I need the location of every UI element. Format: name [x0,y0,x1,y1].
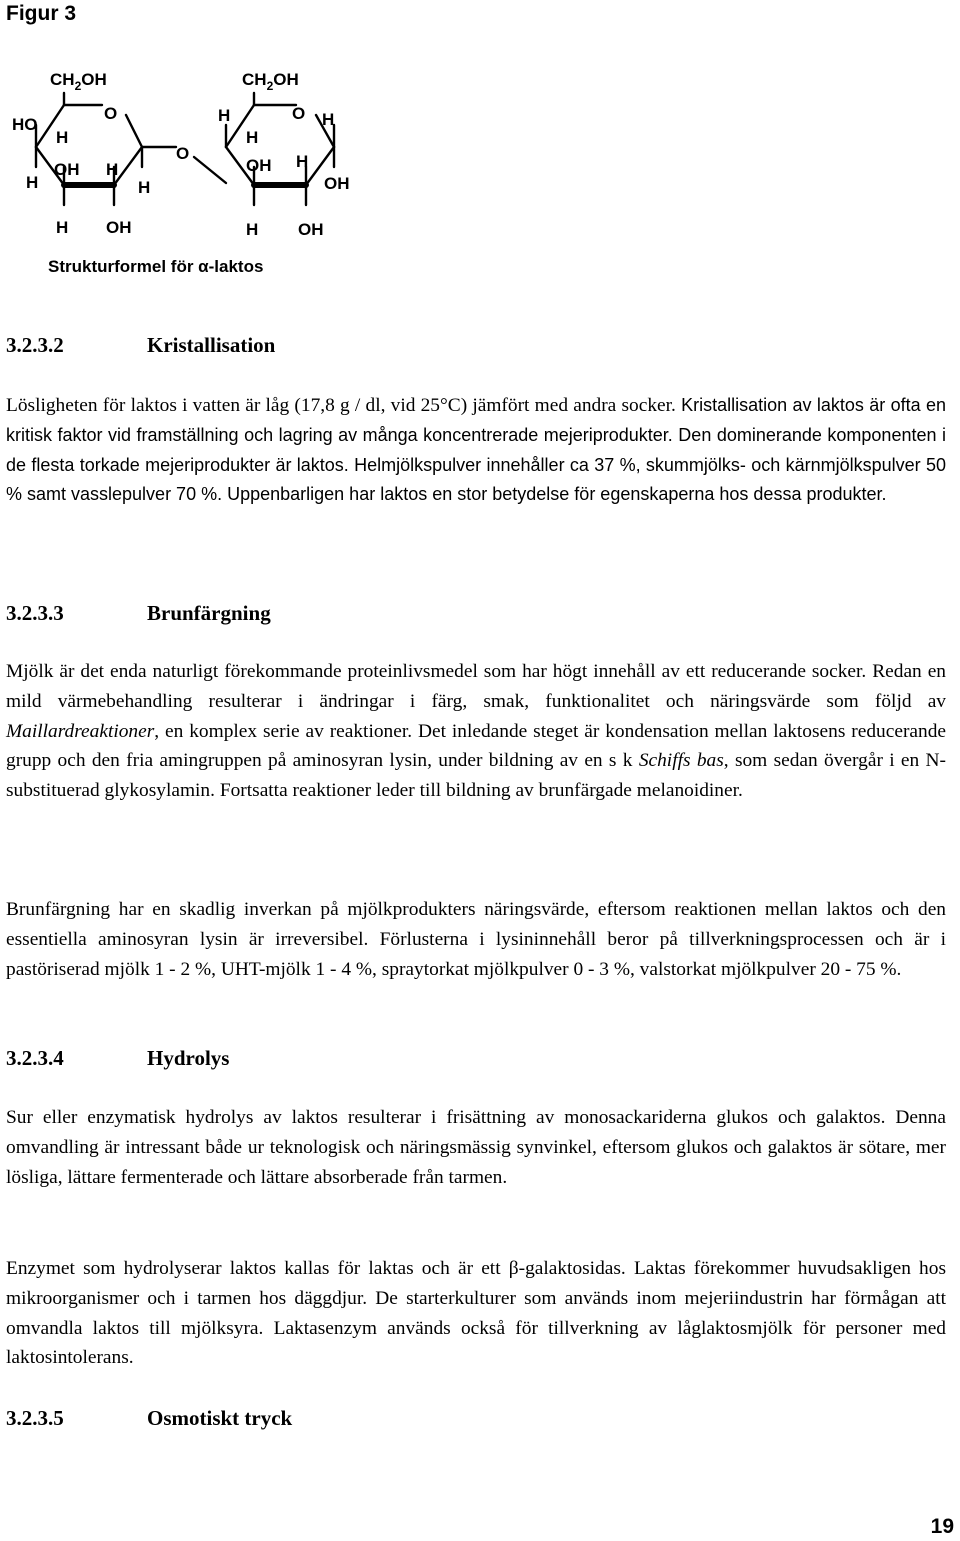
atom-label: OH [324,174,350,193]
lactose-structure-diagram [0,55,380,285]
section-title: Brunfärgning [147,601,271,625]
atom-label: H [106,160,119,179]
paragraph [6,895,946,984]
text-run: , som sedan övergår i en N-substituerad glykosylamin. Fortsatta reaktioner leder till bildning av brunfärgade melanoidiner. [6,750,946,802]
paragraph [6,391,946,510]
section-number: 3.2.3.2 [6,333,64,357]
paragraph [6,1103,946,1192]
text-run: Lösligheten för laktos i vatten är låg (17,8 g / dl, vid 25°C) jämfört med andra socker. [6,395,682,416]
text-run: Sur eller enzymatisk hydrolys av laktos resulterar i frisättning av monosackariderna glukos och galaktos. Denna omvandling är intressant både ur teknologisk och näringsmässig synvinkel, eftersom glukos och galaktos är sötare, mer lösliga, lättare fermenterade och lättare absorberade från tarmen. [6,1107,946,1188]
page-number: 19 [930,1515,954,1538]
section-heading-kristallisation [6,330,275,360]
atom-label: O [176,144,190,163]
section-number: 3.2.3.3 [6,601,64,625]
atom-label: H [246,128,259,147]
atom-label: OH [54,160,80,179]
atom-label: H [246,220,259,239]
section-heading-brunfargning [6,598,271,628]
atom-label: H [26,173,39,192]
paragraph [6,1254,946,1373]
section-heading-osmotiskt-tryck [6,1403,292,1433]
atom-label: H [296,152,309,171]
text-run: Kristallisation av laktos är ofta en kritisk faktor vid framställning och lagring av många koncentrerade mejeriprodukter. Den dominerande komponenten i de flesta torkade mejeriprodukter är laktos. Helmjölkspulver innehåller ca 37 %, skummjölks- och kärnmjölkspulver 50 % samt vasslepulver 70 %. Uppenbarligen har laktos en stor betydelse för egenskaperna hos dessa produkter. [6,395,946,505]
atom-label: O [104,104,118,123]
section-title: Hydrolys [147,1046,230,1070]
atom-label: $CH_2OH$ [50,70,107,93]
atom-label: H [218,106,231,125]
emphasized-term: Schiffs bas [638,750,724,772]
paragraph [6,657,946,806]
section-title: Osmotiskt tryck [147,1406,293,1430]
text-run: Brunfärgning har en skadlig inverkan på mjölkprodukters näringsvärde, eftersom reaktionen mellan laktos och den essentiella aminosyran lysin är irreversibel. Förlusterna i lysininnehåll beror på tillverkningsprocessen och är i pastöriserad mjölk 1 - 2 %, UHT-mjölk 1 - 4 %, spraytorkat mjölkpulver 0 - 3 %, valstorkat mjölkpulver 20 - 75 %. [6,899,946,980]
text-run: , en komplex serie av reaktioner. Det inledande steget är kondensation mellan laktosens reducerande grupp och den fria amingruppen på aminosyran lysin, under bildning av en s k [6,720,946,772]
atom-label: OH [106,218,132,237]
atom-label: OH [298,220,324,239]
section-heading-hydrolys [6,1043,229,1073]
atom-label: OH [246,156,272,175]
atom-label: H [322,110,335,129]
atom-label: H [56,128,69,147]
figure-label: Figur 3 [6,2,77,25]
section-title: Kristallisation [147,333,276,357]
section-number: 3.2.3.5 [6,1406,64,1430]
text-run: Enzymet som hydrolyserar laktos kallas för laktas och är ett β-galaktosidas. Laktas förekommer huvudsakligen hos mikroorganismer och i tarmen hos däggdjur. De starterkulturer som används inom mejeriindustrin har förmågan att omvandla laktos till mjölksyra. Laktasenzym används också för tillverkning av låglaktosmjölk för personer med laktosintolerans. [6,1258,946,1369]
atom-label: O [292,104,306,123]
figure-caption: Strukturformel för α-laktos [48,257,264,276]
atom-label: $CH_2OH$ [242,70,299,93]
section-number: 3.2.3.4 [6,1046,64,1070]
atom-label: HO [12,115,38,134]
text-run: Mjölk är det enda naturligt förekommande proteinlivsmedel som har högt innehåll av ett reducerande socker. Redan en mild värmebehandling resulterar i ändringar i färg, smak, funktionalitet och näringsvärde som följd av [6,661,946,712]
atom-label: H [138,178,151,197]
emphasized-term: Maillardreaktioner [6,720,155,742]
atom-label: H [56,218,69,237]
